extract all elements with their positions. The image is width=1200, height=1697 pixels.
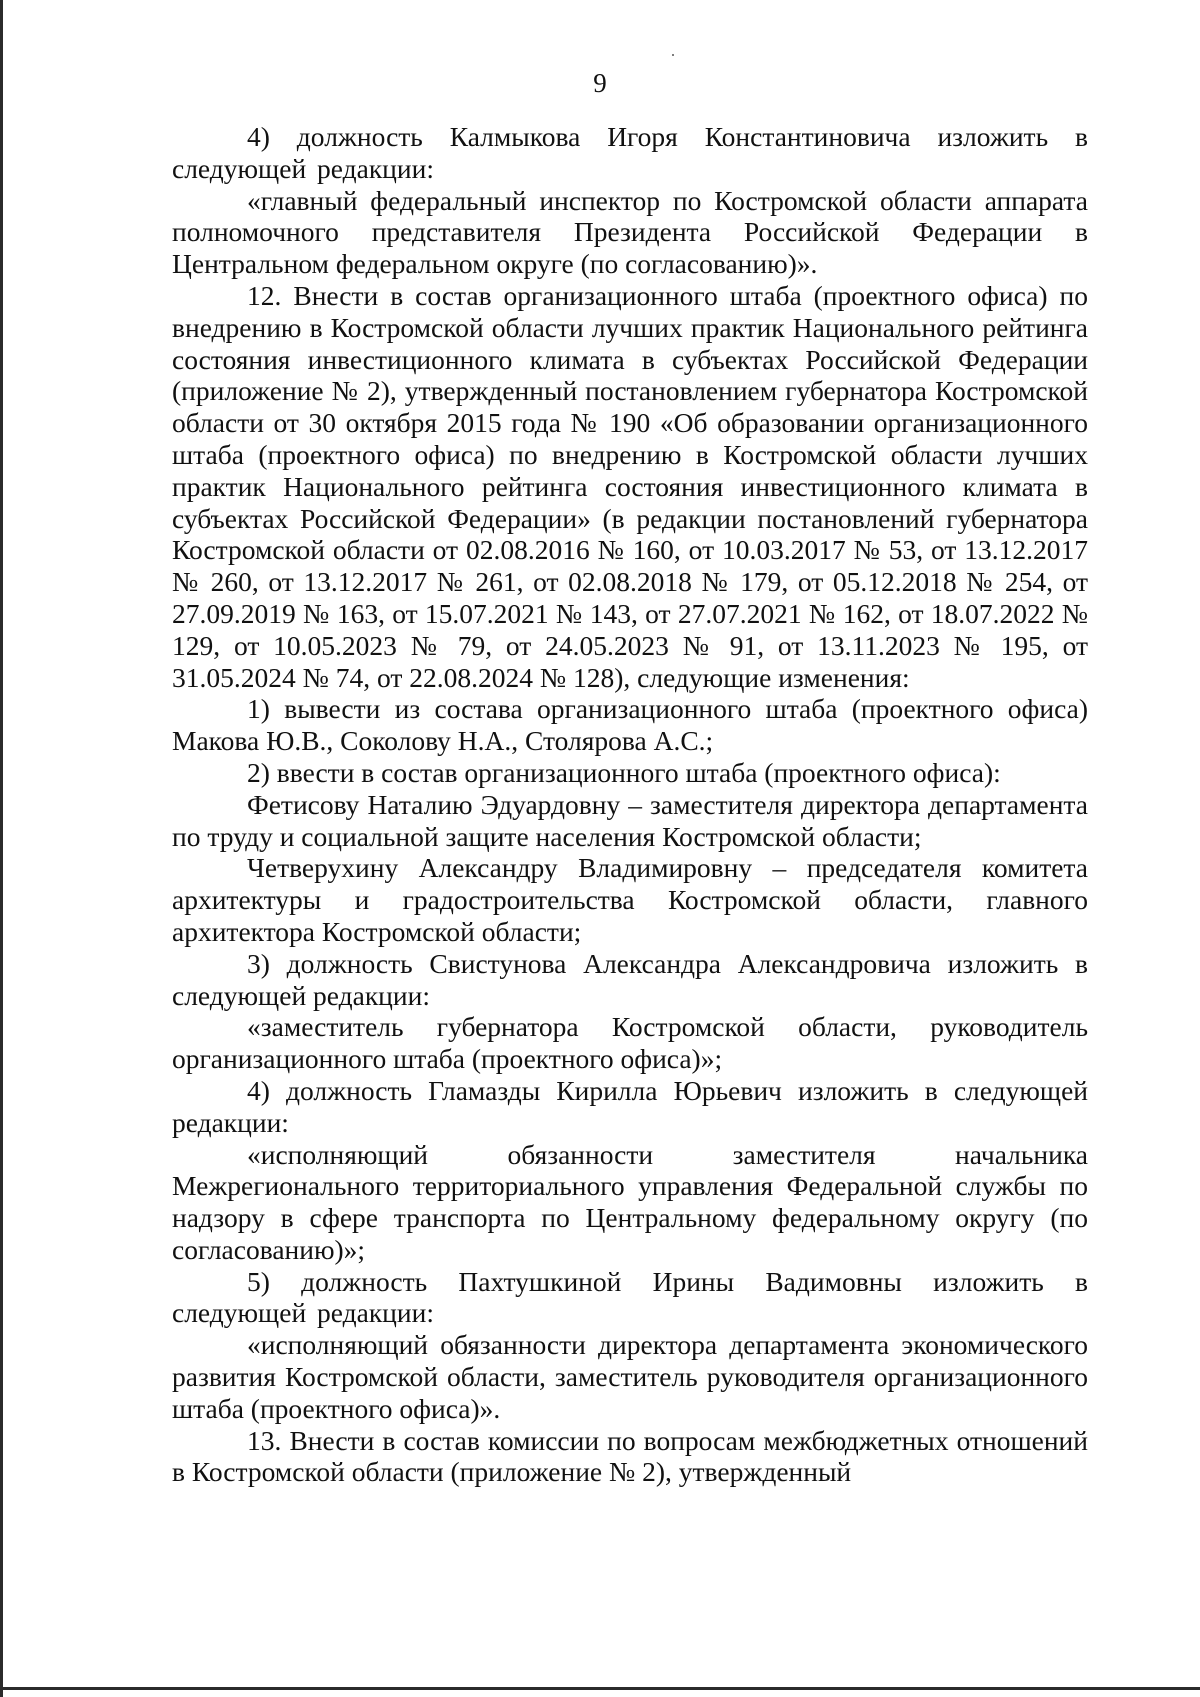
paragraph-section-13: 13. Внести в состав комиссии по вопросам межбюджетных отношений в Костромской области (приложение № 2), утвержденный [172, 1424, 1088, 1488]
paragraph-fetisova: Фетисову Наталию Эдуардовну – заместителя директора департамента по труду и социальной защите населения Костромской области; [172, 788, 1088, 852]
paragraph-item-4-kalmykov: 4) должность Калмыкова Игоря Константиновича изложить в следующей редакции: [172, 121, 1088, 184]
paragraph-quote-kalmykov: «главный федеральный инспектор по Костромской области аппарата полномочного представителя Президента Российской Федерации в Центральном федеральном округе (по согласованию)». [172, 184, 1088, 280]
scan-edge-bottom [0, 1687, 1200, 1690]
paragraph-item-2-add: 2) ввести в состав организационного штаба (проектного офиса): [247, 756, 1001, 788]
scan-speck [672, 54, 674, 56]
scan-edge-left [0, 0, 3, 1697]
paragraph-chetverukhina: Четверухину Александру Владимировну – председателя комитета архитектуры и градостроительства Костромской области, главного архитектора Костромской области; [172, 852, 1088, 947]
paragraph-item-5-pakhtushkina: 5) должность Пахтушкиной Ирины Вадимовны изложить в следующей редакции: [172, 1265, 1088, 1329]
paragraph-item-4-glamazda: 4) должность Гламазды Кирилла Юрьевич изложить в следующей редакции: [172, 1074, 1088, 1138]
paragraph-section-12: 12. Внести в состав организационного штаба (проектного офиса) по внедрению в Костромской области лучших практик Национального рейтинга состояния инвестиционного климата в субъектах Российской Федерации (приложение № 2), утвержденный постановлением губернатора Костромской области от 30 октября 2015 года № 190 «Об образовании организационного штаба (проектного офиса) по внедрению в Костромской области лучших практик Национального рейтинга состояния инвестиционного климата в субъектах Российской Федерации» (в редакции постановлений губернатора Костромской области от 02.08.2016 № 160, от 10.03.2017 № 53, от 13.12.2017 № 260, от 13.12.2017 № 261, от 02.08.2018 № 179, от 05.12.2018 № 254, от 27.09.2019 № 163, от 15.07.2021 № 143, от 27.07.2021 № 162, от 18.07.2022 № 129, от 10.05.2023 № 79, от 24.05.2023 № 91, от 13.11.2023 № 195, от 31.05.2024 № 74, от 22.08.2024 № 128), следующие изменения: [172, 279, 1088, 693]
page-number: 9 [593, 68, 607, 98]
paragraph-quote-pakhtushkina: «исполняющий обязанности директора департамента экономического развития Костромской области, заместитель руководителя организационного штаба (проектного офиса)». [172, 1329, 1088, 1424]
document-body [172, 121, 1088, 1488]
paragraph-item-1-remove: 1) вывести из состава организационного штаба (проектного офиса) Макова Ю.В., Соколову Н.А., Столярова А.С.; [172, 693, 1088, 757]
paragraph-item-3-svistunov: 3) должность Свистунова Александра Александровича изложить в следующей редакции: [172, 947, 1088, 1011]
paragraph-quote-glamazda: «исполняющий обязанности заместителя начальника Межрегионального территориального управления Федеральной службы по надзору в сфере транспорта по Центральному федеральному округу (по согласованию)»; [172, 1138, 1088, 1265]
paragraph-quote-svistunov: «заместитель губернатора Костромской области, руководитель организационного штаба (проектного офиса)»; [172, 1011, 1088, 1075]
